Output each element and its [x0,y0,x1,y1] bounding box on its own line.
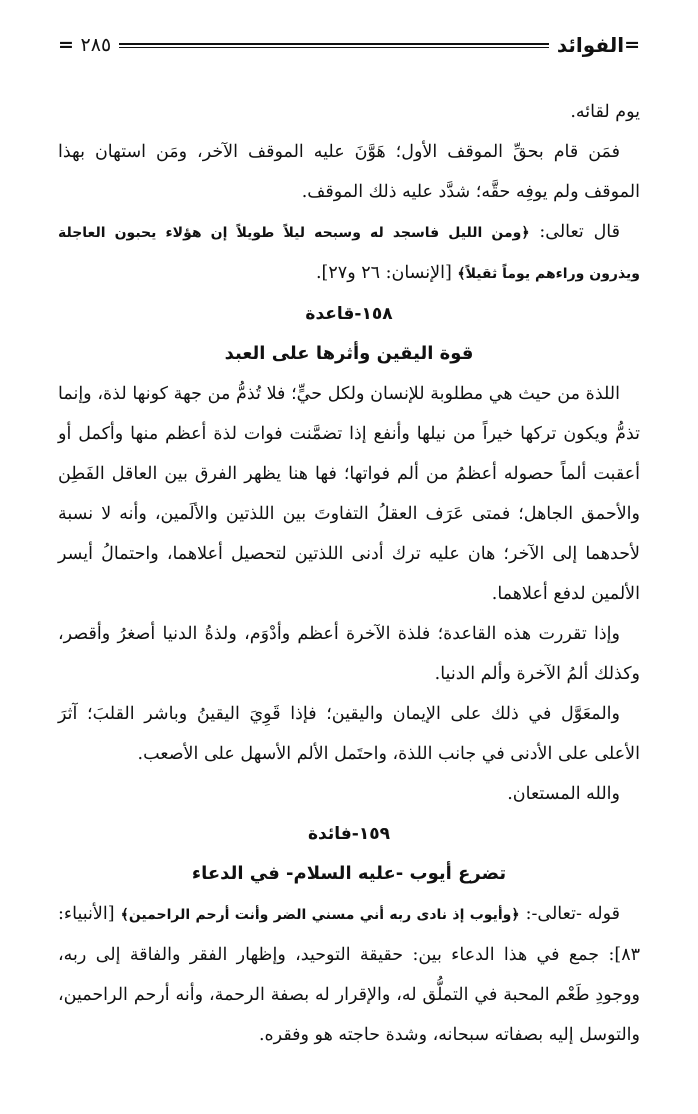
header-dash-left: = [58,34,81,56]
paragraph-two-stations: فمَن قام بحقِّ الموقف الأول؛ هَوَّنَ عليه الموقف الآخر، ومَن استهان بهذا الموقف ولم يوفِه حقَّه؛ شدَّد عليه ذلك الموقف. [58,142,640,202]
section-159-number: ١٥٩-فائدة [308,824,390,844]
header-dash-right: = [624,34,640,56]
section-159-paragraph-1 [58,894,640,1055]
quran-quote-anbiya: ﴿وأيوب إذ نادى ربه أني مسني الضر وأنت أرحم الراحمين﴾ [120,907,520,923]
section-159-intro: قوله -تعالى-: [519,904,621,924]
page-number: ٢٨٥ [80,34,112,56]
section-158-title: قوة اليقين وأثرها على العبد [224,343,474,364]
section-158-paragraph-1: اللذة من حيث هي مطلوبة للإنسان ولكل حيٍّ؛ فلا تُذمُّ من جهة كونها لذة، وإنما تذمُّ ويكون تركها خيراً من نيلها وأنفع إذا تضمَّنت فوات لذة أعظم منها وأكمل أو أعقبت ألماً حصوله أعظمُ من ألم فواتها؛ فها هنا يظهر الفرق بين العاقل الفَطِن والأحمق الجاهل؛ فمتى عَرَف العقلُ التفاوتَ بين اللذتين والألَمين، وأنه لا نسبة لأحدهما إلى الآخر؛ هان عليه ترك أدنى اللذتين لتحصيل أعلاهما، واحتمالُ أيسر الألمين لدفع أعلاهما. [58,384,640,604]
paragraph-verse-insan [58,212,640,294]
header-rule [119,43,549,48]
section-158-paragraph-3: والمعَوَّل في ذلك على الإيمان واليقين؛ فإذا قَوِيَ اليقينُ وباشر القلبَ؛ آثرَ الأعلى على الأدنى في جانب اللذة، واحتَمل الألم الأسهل على الأصعب. [58,704,640,764]
section-158-paragraph-2: وإذا تقررت هذه القاعدة؛ فلذة الآخرة أعظم وأدْوَم، ولذةُ الدنيا أصغرُ وأقصر، وكذلك ألمُ الآخرة وألم الدنيا. [58,624,640,684]
page-content [58,92,640,1055]
quran-quote-insan: ﴿ومن الليل فاسجد له وسبحه ليلاً طويلاً إن هؤلاء يحبون العاجلة ويذرون وراءهم يوماً ثقيلاً﴾ [58,225,640,282]
header-title: الفوائد [556,33,625,57]
paragraph-continuation: يوم لقائه. [570,102,640,122]
verse-reference: [الإنسان: ٢٦ و٢٧]. [315,263,458,283]
running-header [58,30,640,60]
section-159-body: [الأنبياء: ٨٣]: جمع في هذا الدعاء بين: حقيقة التوحيد، وإظهار الفقر والفاقة إلى ربه، ووجودِ طَعْم المحبة في التملُّق له، والإقرار له بصفة الرحمة، وأنه أرحم الراحمين، والتوسل إليه بصفاته سبحانه، وشدة حاجته هو وفقره. [58,904,640,1045]
section-158-paragraph-4: والله المستعان. [507,784,620,804]
section-159-title: تضرع أيوب -عليه السلام- في الدعاء [191,863,507,884]
verse-intro: قال تعالى: [529,222,621,242]
section-158-number: ١٥٨-قاعدة [305,304,393,324]
